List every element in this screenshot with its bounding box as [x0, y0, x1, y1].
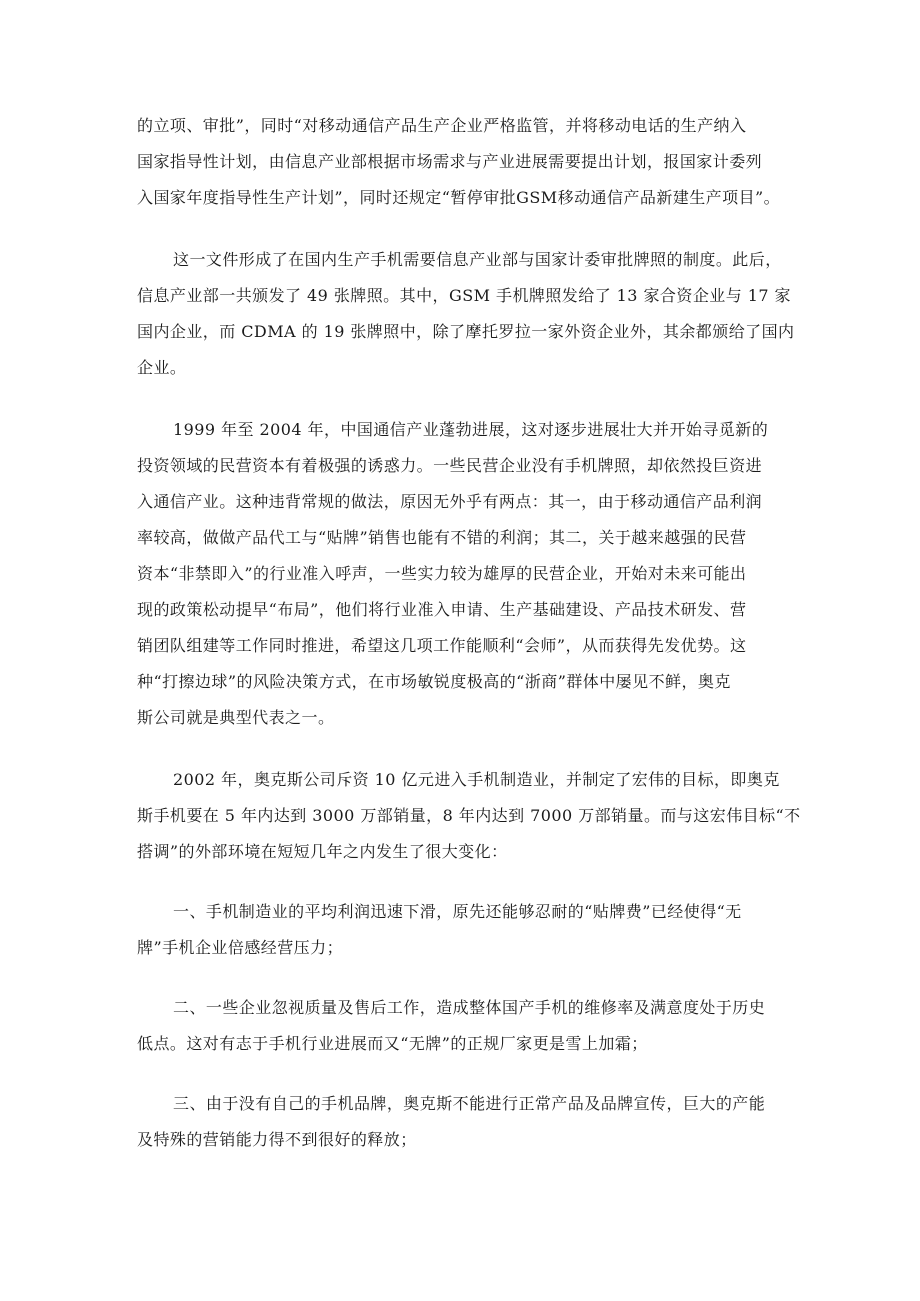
text-line: 国内企业，而 CDMA 的 19 张牌照中，除了摩托罗拉一家外资企业外，其余都颁给了国内 — [137, 322, 795, 341]
text-line: 斯公司就是典型代表之一。 — [137, 708, 335, 727]
text-line: 搭调”的外部环境在短短几年之内发生了很大变化： — [137, 842, 508, 861]
paragraph-point-one — [137, 894, 787, 966]
text-line: 投资领域的民营资本有着极强的诱惑力。一些民营企业没有手机牌照，却依然投巨资进 — [137, 456, 763, 475]
text-line: 二、一些企业忽视质量及售后工作，造成整体国产手机的维修率及满意度处于历史 — [173, 998, 766, 1017]
text-line: 低点。这对有志于手机行业进展而又“无牌”的正规厂家更是雪上加霜； — [137, 1034, 648, 1053]
text-line: 1999 年至 2004 年，中国通信产业蓬勃进展，这对逐步进展壮大并开始寻觅新的 — [173, 420, 769, 439]
text-line: 牌”手机企业倍感经营压力； — [137, 938, 344, 957]
text-line: 及特殊的营销能力得不到很好的释放； — [137, 1130, 417, 1149]
text-line: 2002 年，奥克斯公司斥资 10 亿元进入手机制造业，并制定了宏伟的目标，即奥克 — [173, 770, 780, 789]
paragraph-private-capital — [137, 412, 787, 736]
text-line: 企业。 — [137, 358, 187, 377]
text-line: 信息产业部一共颁发了 49 张牌照。其中，GSM 手机牌照发给了 13 家合资企业与 17 家 — [137, 286, 791, 305]
text-line: 入国家年度指导性生产计划”，同时还规定“暂停审批GSM移动通信产品新建生产项目”。 — [137, 188, 781, 207]
text-line: 斯手机要在 5 年内达到 3000 万部销量，8 年内达到 7000 万部销量。而与这宏伟目标“不 — [137, 806, 801, 825]
paragraph-point-three — [137, 1086, 787, 1158]
document-page — [137, 108, 801, 1158]
text-line: 现的政策松动提早“布局”，他们将行业准入申请、生产基础建设、产品技术研发、营 — [137, 600, 747, 619]
text-line: 的立项、审批”，同时“对移动通信产品生产企业严格监管，并将移动电话的生产纳入 — [137, 116, 747, 135]
text-line: 这一文件形成了在国内生产手机需要信息产业部与国家计委审批牌照的制度。此后， — [173, 250, 782, 269]
text-line: 率较高，做做产品代工与“贴牌”销售也能有不错的利润；其二，关于越来越强的民营 — [137, 528, 747, 547]
paragraph-point-two — [137, 990, 787, 1062]
text-line: 入通信产业。这种违背常规的做法，原因无外乎有两点：其一，由于移动通信产品利润 — [137, 492, 763, 511]
paragraph-aux-2002 — [137, 762, 801, 870]
text-line: 国家指导性计划，由信息产业部根据市场需求与产业进展需要提出计划，报国家计委列 — [137, 152, 763, 171]
text-line: 三、由于没有自己的手机品牌，奥克斯不能进行正常产品及品牌宣传，巨大的产能 — [173, 1094, 766, 1113]
text-line: 销团队组建等工作同时推进，希望这几项工作能顺利“会师”，从而获得先发优势。这 — [137, 636, 747, 655]
paragraph-license-system — [137, 242, 795, 386]
text-line: 一、手机制造业的平均利润迅速下滑，原先还能够忍耐的“贴牌费”已经使得“无 — [173, 902, 742, 921]
text-line: 种“打擦边球”的风险决策方式，在市场敏锐度极高的“浙商”群体中屡见不鲜，奥克 — [137, 672, 731, 691]
text-line: 资本“非禁即入”的行业准入呼声，一些实力较为雄厚的民营企业，开始对未来可能出 — [137, 564, 747, 583]
paragraph-approval — [137, 108, 787, 216]
